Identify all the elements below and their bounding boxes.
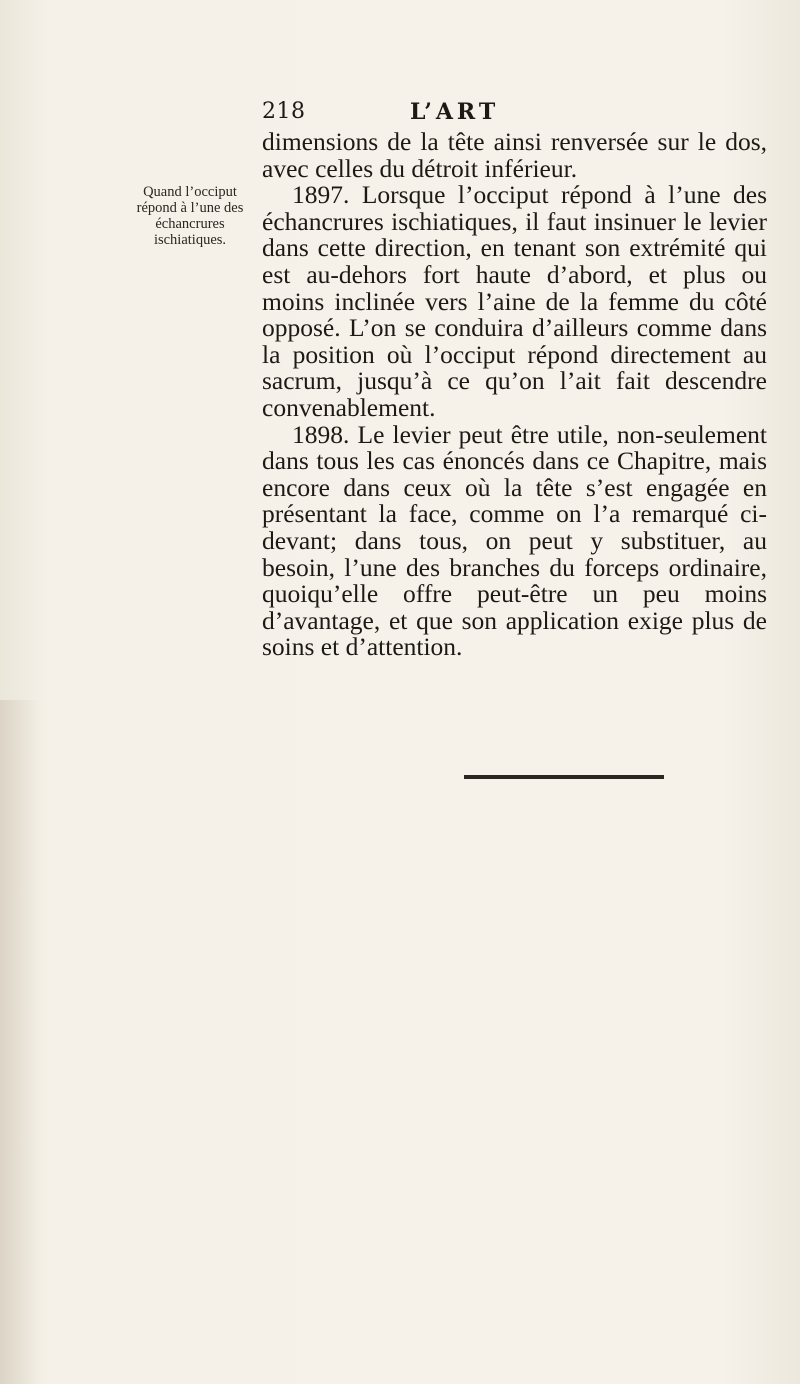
section-end-rule <box>464 775 664 779</box>
paragraph-continuation: dimensions de la tête ainsi renversée sur le dos, avec celles du détroit inférieur. <box>262 127 767 183</box>
page-number: 218 <box>262 99 306 124</box>
body-text <box>262 129 767 661</box>
margin-note: Quand l’occiput répond à l’une des échancrures ischiatiques. <box>136 184 244 248</box>
running-head: L’ART <box>410 99 500 125</box>
paragraph-1897: 1897. Lorsque l’occiput répond à l’une des échancrures ischiatiques, il faut insinuer le levier dans cette direction, en tenant son extrémité qui est au-dehors fort haute d’abord, et plus ou moins inclinée vers l’aine de la femme du côté opposé. L’on se conduira d’ailleurs comme dans la position où l’occiput répond directement au sacrum, jusqu’à ce qu’on l’ait fait descendre convenablement. <box>262 180 767 422</box>
page-edge-shadow <box>0 700 40 1384</box>
paragraph-1898: 1898. Le levier peut être utile, non-seulement dans tous les cas énoncés dans ce Chapitre, mais encore dans ceux où la tête s’est engagée en présentant la face, comme on l’a remarqué ci-devant; dans tous, on peut y substituer, au besoin, l’une des branches du forceps ordinaire, quoiqu’elle offre peut-être un peu moins d’avantage, et que son application exige plus de soins et d’attention. <box>262 419 767 662</box>
